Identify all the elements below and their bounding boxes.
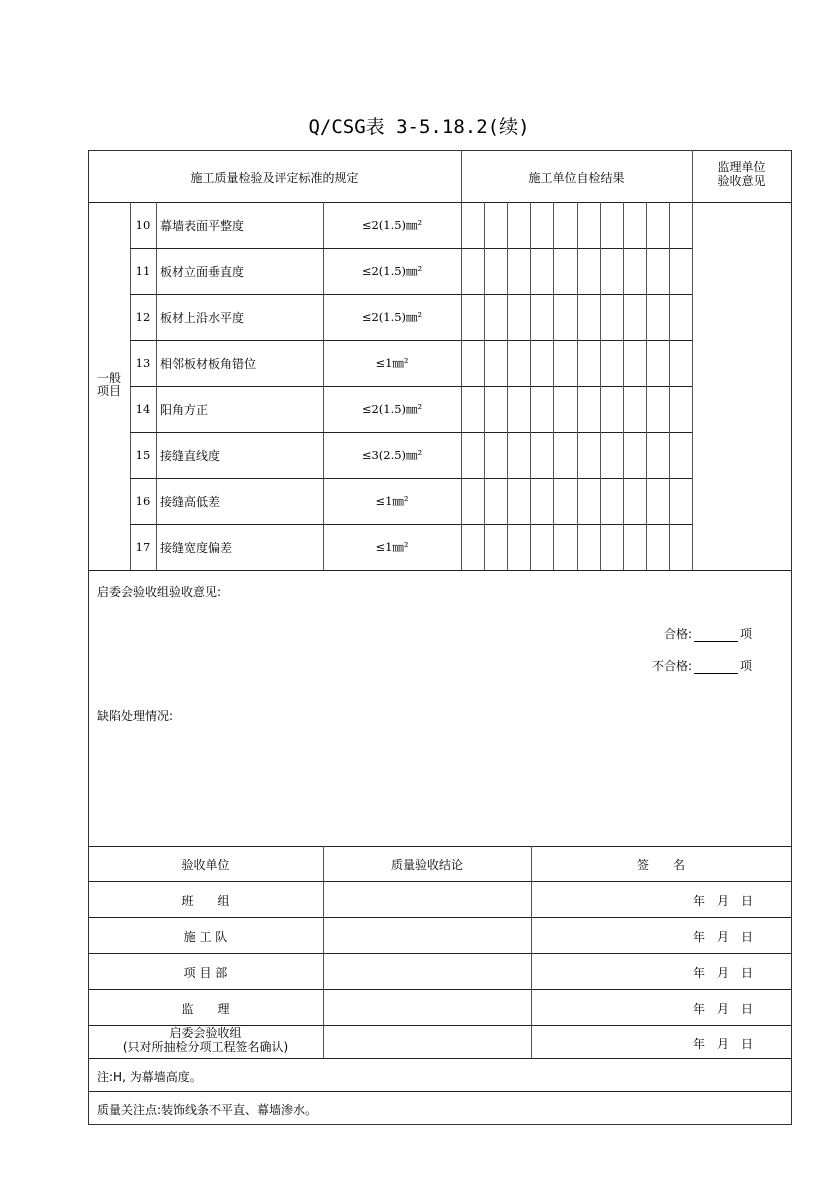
self-check-cell[interactable] [485, 387, 507, 432]
divider [88, 570, 792, 571]
self-check-cell[interactable] [670, 525, 692, 570]
item-standard: ≤3(2.5)㎜² [361, 448, 423, 462]
self-check-cell[interactable] [670, 203, 692, 248]
item-number: 12 [135, 310, 151, 324]
item-standard: ≤1㎜² [375, 356, 409, 370]
sign-unit-line1: 启委会验收组 [169, 1026, 242, 1040]
self-check-cell[interactable] [485, 479, 507, 524]
divider [88, 1025, 792, 1026]
self-check-cell[interactable] [554, 295, 577, 340]
self-check-cell[interactable] [508, 203, 530, 248]
self-check-cell[interactable] [647, 433, 669, 478]
sign-date: 年 月 日 [692, 894, 753, 908]
self-check-cell[interactable] [578, 387, 600, 432]
conclusion-cell[interactable] [324, 882, 530, 917]
sign-unit: 项 目 部 [183, 966, 228, 980]
item-name: 接缝直线度 [160, 449, 221, 463]
self-check-cell[interactable] [531, 479, 553, 524]
item-name: 板材上沿水平度 [160, 311, 245, 325]
item-number: 15 [135, 448, 151, 462]
self-check-cell[interactable] [601, 203, 623, 248]
item-number: 13 [135, 356, 151, 370]
divider [88, 1058, 792, 1059]
item-standard: ≤1㎜² [375, 494, 409, 508]
self-check-cell[interactable] [578, 249, 600, 294]
defect-handling-label: 缺陷处理情况: [97, 709, 174, 723]
self-check-cell[interactable] [647, 479, 669, 524]
self-check-cell[interactable] [462, 433, 484, 478]
sign-unit: 班 组 [181, 894, 230, 908]
self-check-cell[interactable] [508, 295, 530, 340]
self-check-cell[interactable] [624, 387, 646, 432]
self-check-cell[interactable] [462, 341, 484, 386]
self-check-cell[interactable] [670, 433, 692, 478]
item-name: 相邻板材板角错位 [160, 357, 257, 371]
item-number: 10 [135, 218, 151, 232]
self-check-cell[interactable] [508, 341, 530, 386]
fail-count-blank[interactable] [694, 661, 738, 674]
header-self-check: 施工单位自检结果 [528, 171, 625, 185]
quality-focus-text: 质量关注点:装饰线条不平直、幕墙渗水。 [97, 1103, 318, 1117]
self-check-cell[interactable] [601, 387, 623, 432]
self-check-cell[interactable] [647, 203, 669, 248]
self-check-cell[interactable] [578, 433, 600, 478]
divider [88, 846, 792, 847]
self-check-cell[interactable] [462, 479, 484, 524]
self-check-cell[interactable] [647, 295, 669, 340]
supervisor-opinion-cell[interactable] [693, 203, 791, 570]
fail-count-field[interactable] [600, 657, 752, 674]
self-check-cell[interactable] [578, 479, 600, 524]
item-standard: ≤2(1.5)㎜² [361, 264, 423, 278]
item-name: 阳角方正 [160, 403, 209, 417]
self-check-cell[interactable] [670, 341, 692, 386]
self-check-cell[interactable] [462, 249, 484, 294]
self-check-cell[interactable] [624, 525, 646, 570]
sign-date: 年 月 日 [692, 1037, 753, 1051]
self-check-cell[interactable] [508, 387, 530, 432]
self-check-cell[interactable] [670, 387, 692, 432]
self-check-cell[interactable] [670, 295, 692, 340]
note-text: 注:H, 为幕墙高度。 [97, 1070, 202, 1084]
item-name: 接缝高低差 [160, 495, 221, 509]
self-check-cell[interactable] [485, 249, 507, 294]
self-check-cell[interactable] [554, 203, 577, 248]
self-check-cell[interactable] [578, 203, 600, 248]
self-check-cell[interactable] [554, 341, 577, 386]
header-supervisor-line2: 验收意见 [717, 174, 766, 188]
self-check-cell[interactable] [531, 341, 553, 386]
self-check-cell[interactable] [508, 479, 530, 524]
self-check-cell[interactable] [462, 387, 484, 432]
self-check-cell[interactable] [531, 387, 553, 432]
form-title: Q/CSG表 3-5.18.2(续) [308, 116, 530, 138]
self-check-cell[interactable] [578, 295, 600, 340]
sign-date: 年 月 日 [692, 966, 753, 980]
self-check-cell[interactable] [624, 341, 646, 386]
fail-unit: 项 [739, 659, 752, 673]
self-check-cell[interactable] [601, 249, 623, 294]
item-standard: ≤2(1.5)㎜² [361, 402, 423, 416]
item-name: 幕墙表面平整度 [160, 219, 245, 233]
self-check-cell[interactable] [601, 479, 623, 524]
self-check-cell[interactable] [601, 295, 623, 340]
self-check-cell[interactable] [462, 295, 484, 340]
self-check-cell[interactable] [531, 295, 553, 340]
self-check-cell[interactable] [485, 341, 507, 386]
self-check-cell[interactable] [531, 433, 553, 478]
item-name: 接缝宽度偏差 [160, 541, 233, 555]
self-check-cell[interactable] [578, 525, 600, 570]
self-check-cell[interactable] [670, 249, 692, 294]
sign-unit-line2: (只对所抽检分项工程签名确认) [122, 1040, 289, 1054]
self-check-cell[interactable] [508, 525, 530, 570]
conclusion-cell[interactable] [324, 1026, 530, 1058]
item-standard: ≤1㎜² [375, 540, 409, 554]
self-check-cell[interactable] [485, 525, 507, 570]
item-number: 17 [135, 540, 151, 554]
pass-unit: 项 [739, 627, 752, 641]
committee-opinion-label: 启委会验收组验收意见: [97, 585, 222, 599]
self-check-cell[interactable] [531, 249, 553, 294]
divider [88, 917, 792, 918]
self-check-cell[interactable] [624, 203, 646, 248]
item-number: 16 [135, 494, 151, 508]
item-standard: ≤2(1.5)㎜² [361, 310, 423, 324]
self-check-cell[interactable] [554, 479, 577, 524]
conclusion-cell[interactable] [324, 954, 530, 989]
self-check-cell[interactable] [508, 249, 530, 294]
self-check-cell[interactable] [485, 203, 507, 248]
self-check-cell[interactable] [554, 249, 577, 294]
self-check-cell[interactable] [624, 249, 646, 294]
sign-date: 年 月 日 [692, 930, 753, 944]
item-standard: ≤2(1.5)㎜² [361, 218, 423, 232]
self-check-cell[interactable] [624, 479, 646, 524]
self-check-cell[interactable] [601, 341, 623, 386]
self-check-cell[interactable] [647, 341, 669, 386]
self-check-cell[interactable] [462, 203, 484, 248]
item-number: 14 [135, 402, 151, 416]
divider [88, 953, 792, 954]
self-check-cell[interactable] [647, 387, 669, 432]
pass-count-field[interactable] [600, 625, 752, 642]
self-check-cell[interactable] [554, 525, 577, 570]
conclusion-cell[interactable] [324, 918, 530, 953]
self-check-cell[interactable] [578, 341, 600, 386]
sign-header-unit: 验收单位 [181, 858, 230, 872]
header-supervisor-line1: 监理单位 [717, 160, 766, 174]
self-check-cell[interactable] [624, 433, 646, 478]
self-check-cell[interactable] [462, 525, 484, 570]
sign-date: 年 月 日 [692, 1002, 753, 1016]
self-check-cell[interactable] [531, 525, 553, 570]
self-check-cell[interactable] [485, 433, 507, 478]
self-check-cell[interactable] [485, 295, 507, 340]
header-standard: 施工质量检验及评定标准的规定 [190, 171, 359, 185]
self-check-cell[interactable] [531, 203, 553, 248]
pass-count-blank[interactable] [694, 629, 738, 642]
self-check-cell[interactable] [554, 387, 577, 432]
sign-header-signature: 签 名 [636, 858, 685, 872]
sign-unit: 监 理 [181, 1002, 230, 1016]
conclusion-cell[interactable] [324, 990, 530, 1025]
self-check-cell[interactable] [601, 433, 623, 478]
sign-header-conclusion: 质量验收结论 [390, 858, 463, 872]
item-number: 11 [135, 264, 151, 278]
fail-label: 不合格: [651, 659, 692, 673]
item-name: 板材立面垂直度 [160, 265, 245, 279]
self-check-cell[interactable] [647, 249, 669, 294]
sign-unit: 施 工 队 [183, 930, 228, 944]
self-check-cell[interactable] [601, 525, 623, 570]
divider [88, 989, 792, 990]
self-check-cell[interactable] [647, 525, 669, 570]
divider [88, 1091, 792, 1092]
self-check-cell[interactable] [670, 479, 692, 524]
self-check-cell[interactable] [508, 433, 530, 478]
category-line1: 一般 [96, 371, 121, 385]
self-check-cell[interactable] [624, 295, 646, 340]
category-line2: 项目 [96, 384, 121, 398]
pass-label: 合格: [663, 627, 692, 641]
self-check-cell[interactable] [554, 433, 577, 478]
